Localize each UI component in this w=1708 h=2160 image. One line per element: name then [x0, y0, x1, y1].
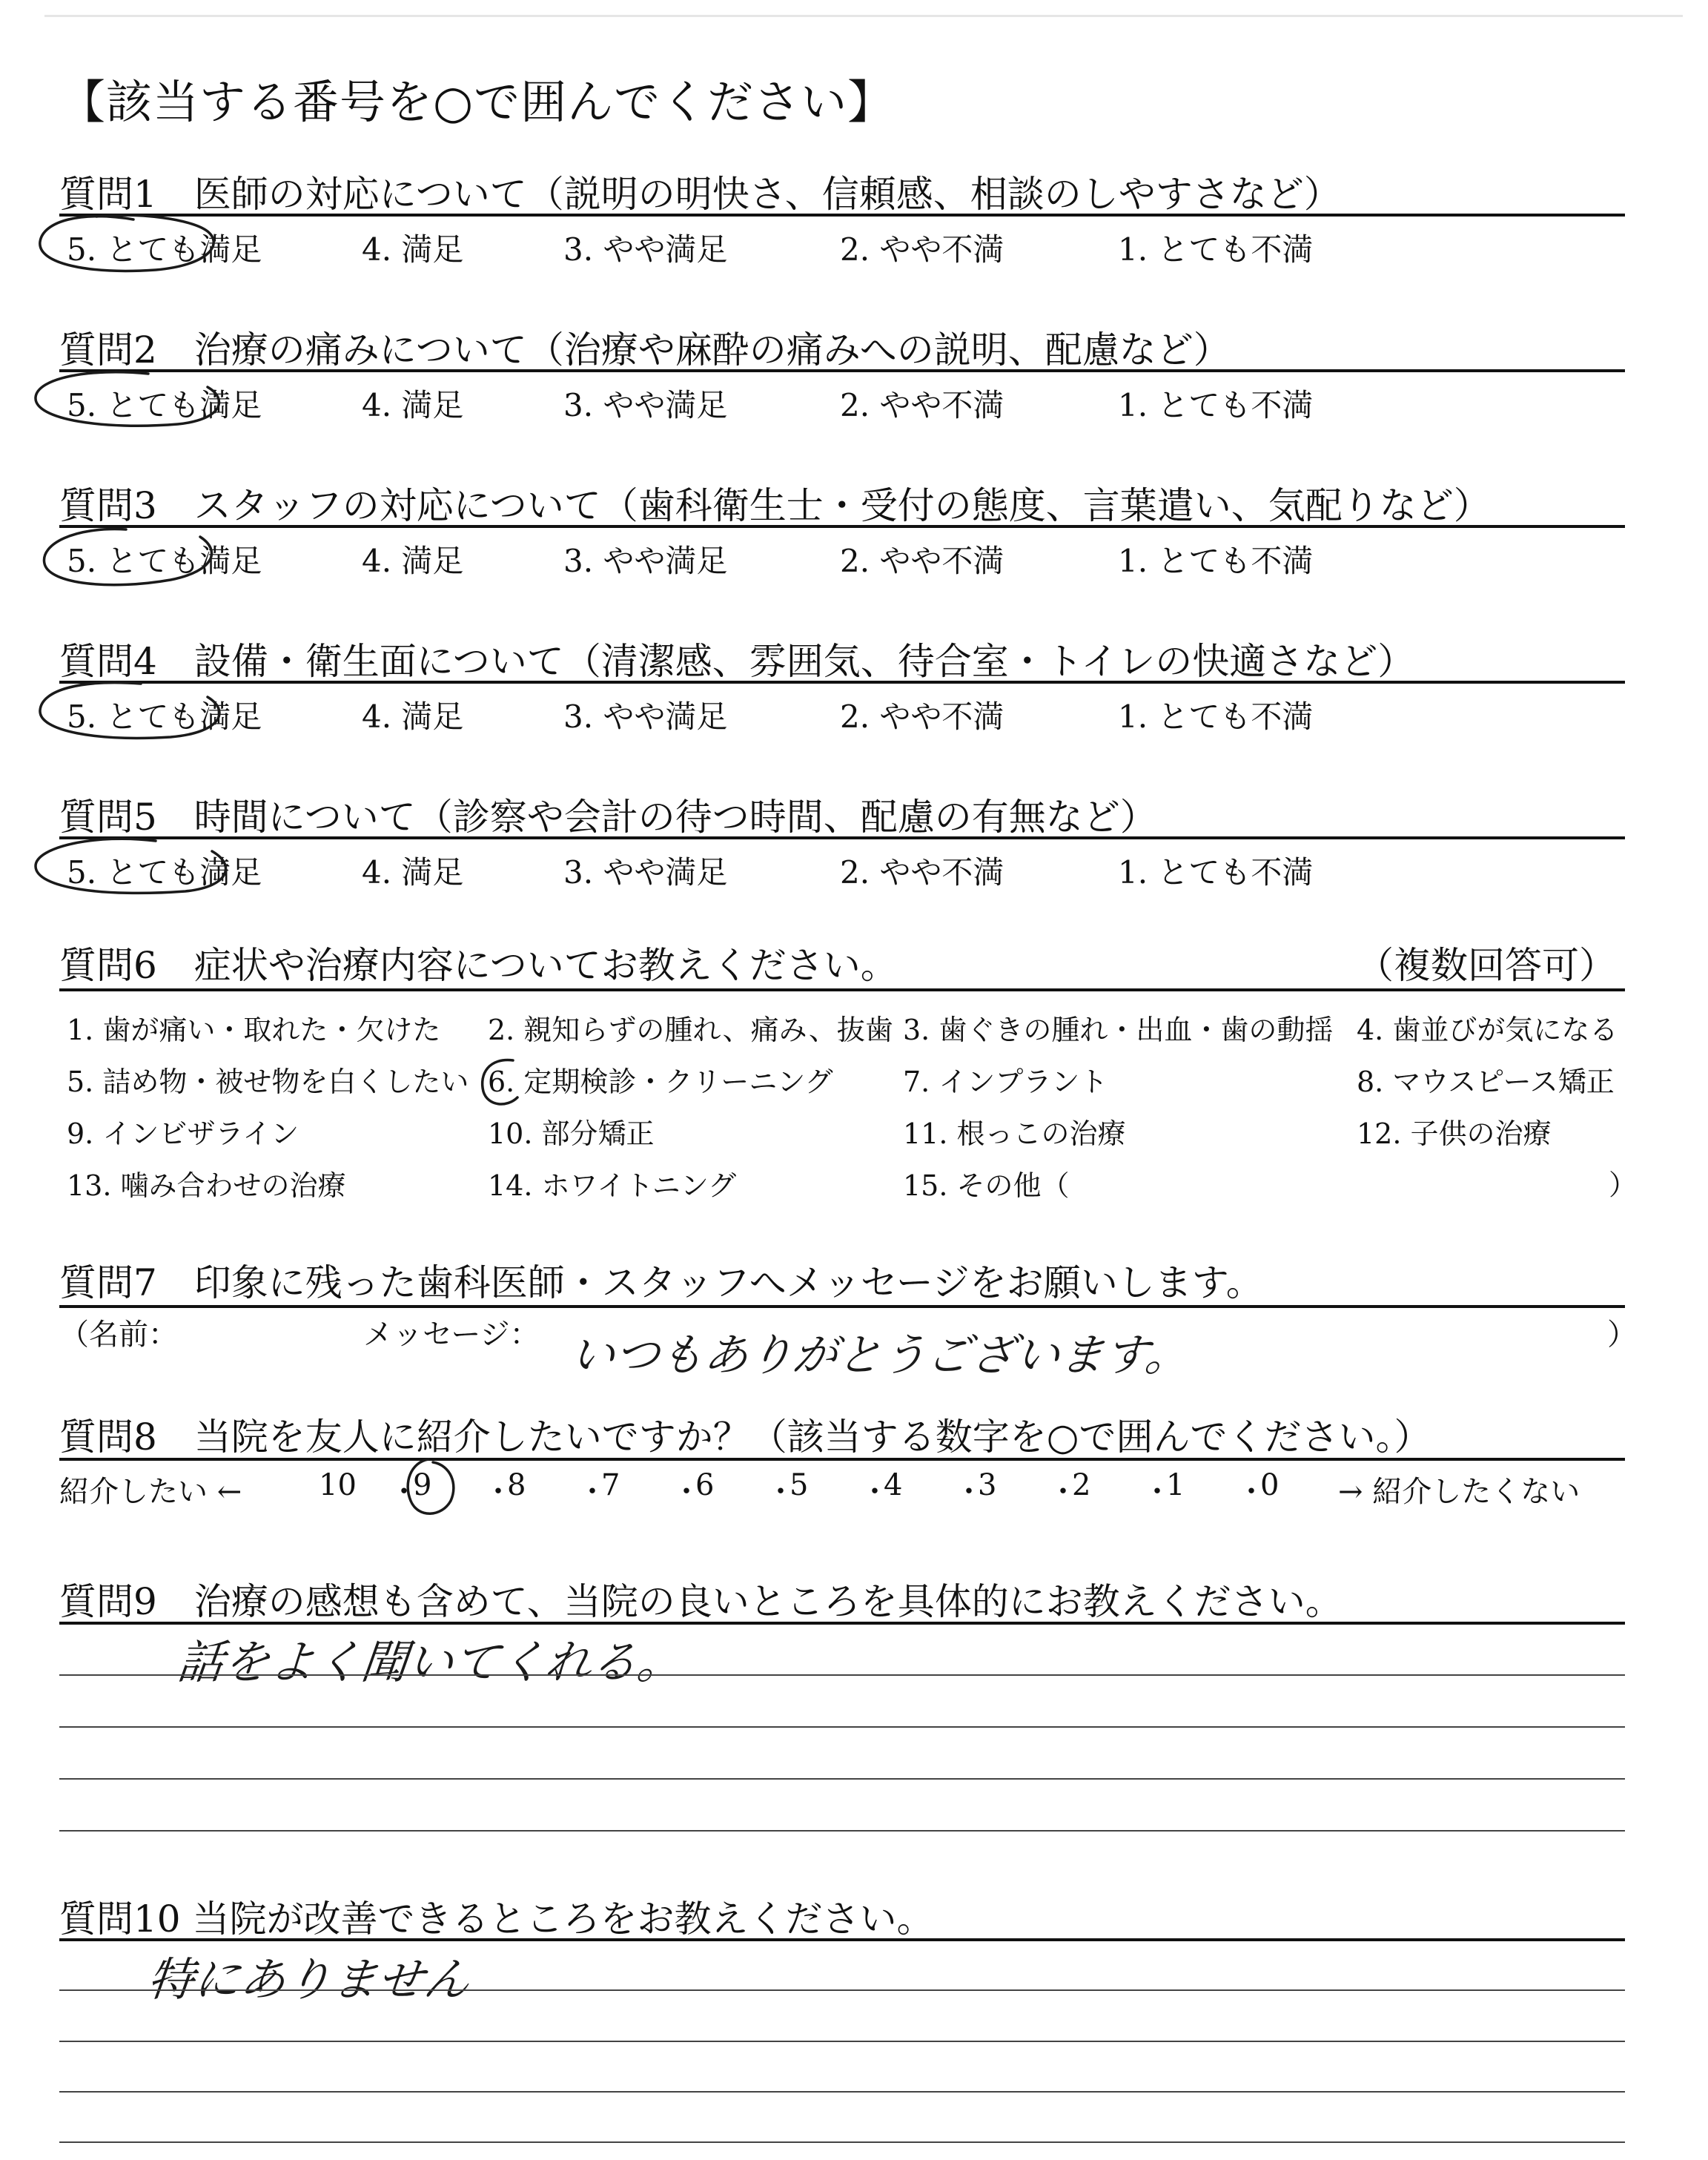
q8-scale-4: 4: [884, 1468, 903, 1502]
q8-scale-10: 10: [319, 1468, 357, 1502]
q1-title: 質問1 医師の対応について（説明の明快さ、信頼感、相談のしやすさなど）: [59, 173, 1341, 216]
q7-title: 質問7 印象に残った歯科医師・スタッフへメッセージをお願いします。: [59, 1261, 1263, 1304]
q4-option-3: 3. やや満足: [563, 698, 728, 735]
q10-line-2: [59, 1989, 1625, 1991]
q6-option-5: 5. 詰め物・被せ物を白くしたい: [67, 1066, 469, 1098]
q8-right-label: → 紹介したくない: [1338, 1475, 1580, 1509]
q4-option-2: 2. やや不満: [840, 698, 1004, 735]
q8-selected-circle: [399, 1455, 473, 1529]
q8-scale-separator: ・: [389, 1475, 419, 1509]
q9-line-2: [59, 1674, 1625, 1676]
q8-scale-separator: ・: [672, 1475, 701, 1509]
q1-option-1: 1. とても不満: [1118, 231, 1314, 268]
q7-message-handwritten: いつもありがとうございます。: [567, 1330, 1193, 1381]
q5-option-4: 4. 満足: [362, 854, 464, 891]
q4-rule: [59, 681, 1625, 684]
q9-answer-handwritten: 話をよく聞いてくれる。: [174, 1635, 686, 1689]
q8-scale-9: 9: [413, 1468, 432, 1502]
q3-rule: [59, 525, 1625, 528]
q8-scale-separator: ・: [1142, 1475, 1172, 1509]
q1-option-4: 4. 満足: [362, 231, 464, 268]
q6-option-11: 11. 根っこの治療: [903, 1117, 1126, 1150]
q3-option-3: 3. やや満足: [563, 543, 728, 579]
q8-scale-separator: ・: [860, 1475, 890, 1509]
q6-option-6-circle: [474, 1053, 541, 1112]
q8-scale-separator: ・: [1237, 1475, 1266, 1509]
q9-line-5: [59, 1830, 1625, 1832]
q3-option-1: 1. とても不満: [1118, 543, 1314, 579]
q7-close-paren: ）: [1607, 1318, 1637, 1352]
q6-option-6: 6. 定期検診・クリーニング: [488, 1066, 833, 1098]
q10-line-5: [59, 2141, 1625, 2143]
q10-rule: [59, 1938, 1625, 1941]
q2-option-5: 5. とても満足: [67, 387, 262, 423]
q7-name-label: （名前：: [59, 1318, 178, 1352]
q8-scale-1: 1: [1166, 1468, 1185, 1502]
q5-rule: [59, 836, 1625, 839]
q8-scale-3: 3: [978, 1468, 997, 1502]
q10-line-3: [59, 2041, 1625, 2042]
q8-scale-separator: ・: [1048, 1475, 1078, 1509]
q6-option-12: 12. 子供の治療: [1357, 1117, 1552, 1150]
q4-selected-circle: [30, 673, 252, 755]
q3-selected-circle: [30, 518, 252, 599]
page-top-edge: [44, 15, 1683, 17]
q2-option-2: 2. やや不満: [840, 387, 1004, 423]
q1-option-5: 5. とても満足: [67, 231, 262, 268]
q9-title: 質問9 治療の感想も含めて、当院の良いところを具体的にお教えください。: [59, 1580, 1343, 1623]
q4-option-4: 4. 満足: [362, 698, 464, 735]
q8-scale-7: 7: [601, 1468, 620, 1502]
q5-option-5: 5. とても満足: [67, 854, 262, 891]
q2-option-1: 1. とても不満: [1118, 387, 1314, 423]
q5-selected-circle: [30, 829, 252, 911]
q6-rule: [59, 988, 1625, 991]
q4-option-1: 1. とても不満: [1118, 698, 1314, 735]
q8-scale-5: 5: [790, 1468, 809, 1502]
q8-scale-8: 8: [507, 1468, 526, 1502]
q6-other-close-paren: ）: [1609, 1169, 1638, 1201]
q6-option-13: 13. 噛み合わせの治療: [67, 1169, 346, 1202]
q6-note: （複数回答可）: [1357, 944, 1616, 987]
q4-title: 質問4 設備・衛生面について（清潔感、雰囲気、待合室・トイレの快適さなど）: [59, 640, 1415, 683]
q9-rule: [59, 1622, 1625, 1625]
q1-rule: [59, 214, 1625, 217]
q2-selected-circle: [30, 362, 252, 443]
q8-scale-0: 0: [1260, 1468, 1280, 1502]
q6-option-3: 3. 歯ぐきの腫れ・出血・歯の動揺: [903, 1014, 1334, 1046]
q9-line-4: [59, 1778, 1625, 1780]
q10-answer-handwritten: 特にありません: [145, 1952, 473, 2007]
q2-option-3: 3. やや満足: [563, 387, 728, 423]
q8-scale-6: 6: [695, 1468, 715, 1502]
q6-option-14: 14. ホワイトニング: [488, 1169, 737, 1202]
q3-title: 質問3 スタッフの対応について（歯科衛生士・受付の態度、言葉遣い、気配りなど）: [59, 484, 1491, 527]
q5-option-3: 3. やや満足: [563, 854, 728, 891]
q8-scale-separator: ・: [766, 1475, 795, 1509]
q6-option-8: 8. マウスピース矯正: [1357, 1066, 1615, 1098]
q5-title: 質問5 時間について（診察や会計の待つ時間、配慮の有無など）: [59, 796, 1157, 839]
q2-rule: [59, 369, 1625, 372]
q1-selected-circle: [30, 206, 252, 288]
q6-option-15: 15. その他（: [903, 1169, 1070, 1202]
q4-option-5: 5. とても満足: [67, 698, 262, 735]
instruction-header: 【該当する番号を○で囲んでください】: [59, 75, 895, 129]
q6-option-2: 2. 親知らずの腫れ、痛み、抜歯: [488, 1014, 893, 1046]
q6-option-9: 9. インビザライン: [67, 1117, 299, 1150]
q2-title: 質問2 治療の痛みについて（治療や麻酔の痛みへの説明、配慮など）: [59, 328, 1231, 371]
q7-rule: [59, 1305, 1625, 1308]
q2-option-4: 4. 満足: [362, 387, 464, 423]
q3-option-2: 2. やや不満: [840, 543, 1004, 579]
q10-line-4: [59, 2091, 1625, 2093]
q8-scale-separator: ・: [954, 1475, 984, 1509]
q7-message-label: メッセージ：: [363, 1318, 540, 1352]
q3-option-4: 4. 満足: [362, 543, 464, 579]
q3-option-5: 5. とても満足: [67, 543, 262, 579]
q8-scale-separator: ・: [483, 1475, 513, 1509]
q6-option-4: 4. 歯並びが気になる: [1357, 1014, 1618, 1046]
q6-option-10: 10. 部分矯正: [488, 1117, 655, 1150]
q1-option-2: 2. やや不満: [840, 231, 1004, 268]
q8-title: 質問8 当院を友人に紹介したいですか？（該当する数字を○で囲んでください。）: [59, 1416, 1431, 1459]
q8-scale-separator: ・: [577, 1475, 607, 1509]
q1-option-3: 3. やや満足: [563, 231, 728, 268]
q8-left-label: 紹介したい ←: [59, 1475, 242, 1509]
q6-title: 質問6 症状や治療内容についてお教えください。: [59, 944, 898, 987]
q9-line-3: [59, 1726, 1625, 1728]
q6-option-7: 7. インプラント: [903, 1066, 1108, 1098]
q8-scale-2: 2: [1072, 1468, 1091, 1502]
q6-option-1: 1. 歯が痛い・取れた・欠けた: [67, 1014, 441, 1046]
q8-rule: [59, 1458, 1625, 1461]
q10-title: 質問10 当院が改善できるところをお教えください。: [59, 1898, 934, 1941]
q5-option-2: 2. やや不満: [840, 854, 1004, 891]
q5-option-1: 1. とても不満: [1118, 854, 1314, 891]
